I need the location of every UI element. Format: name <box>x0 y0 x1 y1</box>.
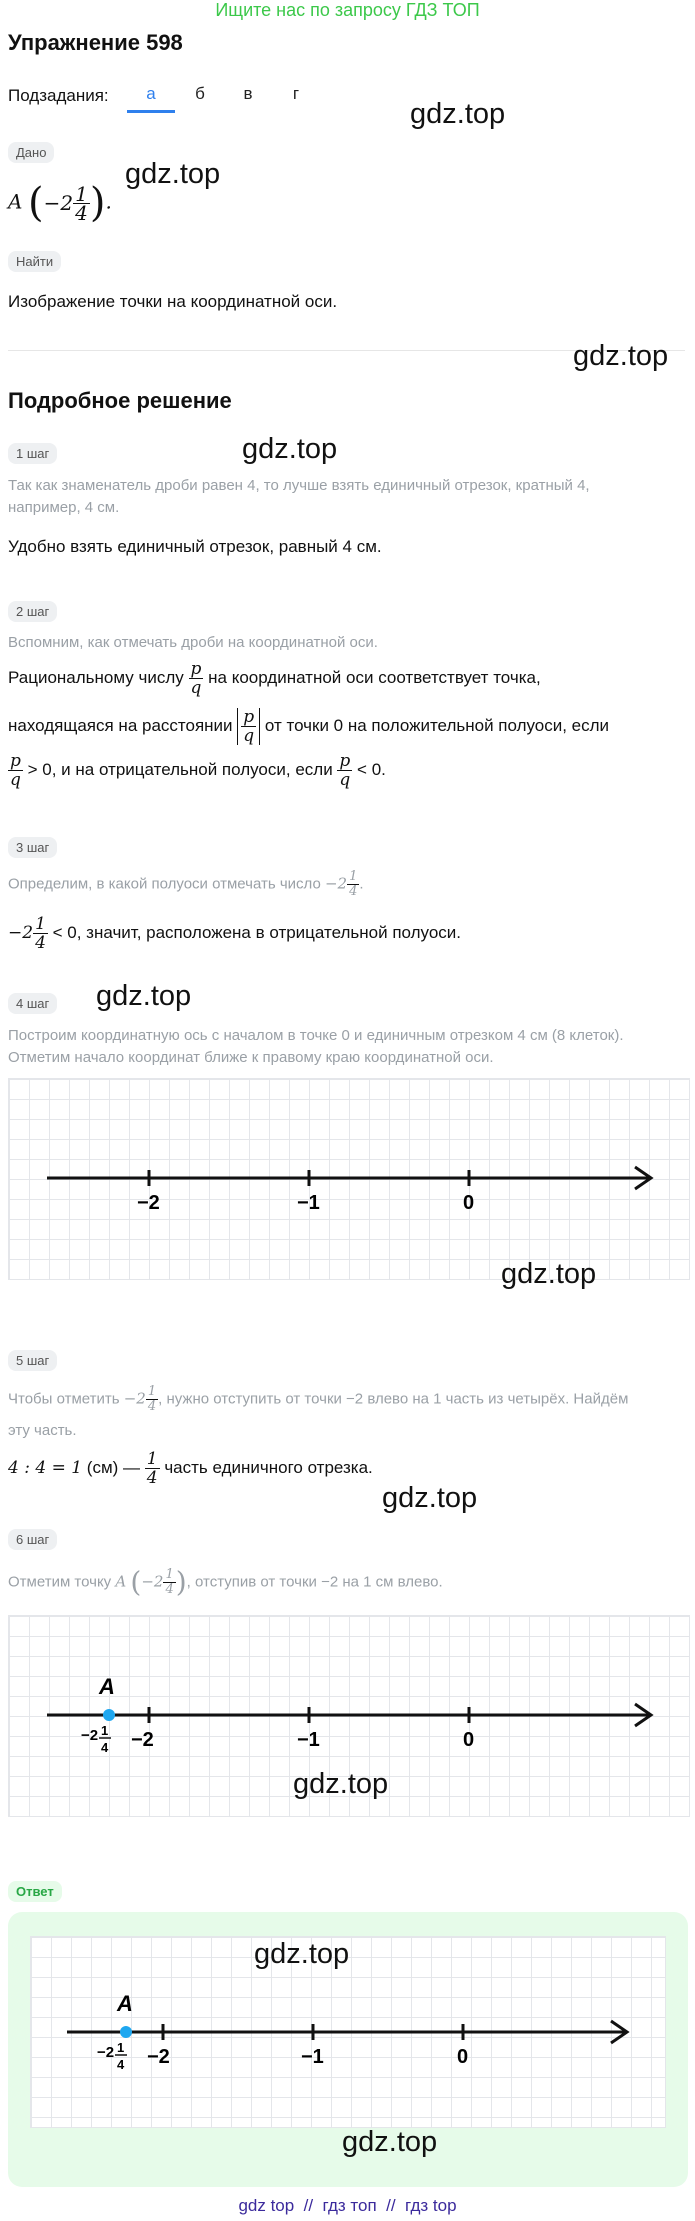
step2-line2: находящаяся на расстоянии $\frac{p}{q}$ от точки 0 на положительной полуоси, если <box>8 707 610 746</box>
watermark: gdz.top <box>293 1768 389 1800</box>
step5-main: 4 : 4 = 1 (см) — $\frac{1}{4}$ часть единичного отрезка. <box>8 1449 373 1488</box>
point-a-label: A <box>117 1991 133 2016</box>
step4-grey-2: Отметим начало координат ближе к правому краю координатной оси. <box>8 1049 494 1066</box>
step6-pill: 6 шаг <box>8 1529 57 1550</box>
watermark: gdz.top <box>254 1938 350 1970</box>
tab-b[interactable]: б <box>195 84 205 103</box>
given-whole: −2 <box>43 191 74 215</box>
mixed-num: 1 <box>117 2040 125 2055</box>
step3-pill: 3 шаг <box>8 837 57 858</box>
tab-a[interactable]: а <box>146 84 156 103</box>
watermark: gdz.top <box>96 980 192 1012</box>
tick-label-minus2: −2 <box>147 2046 170 2068</box>
step2-line3: $\frac{p}{q}$ > 0, и на отрицательной полуоси, если $\frac{p}{q}$ < 0. <box>10 751 386 790</box>
tick-label-zero: 0 <box>457 2046 469 2068</box>
given-expression: A (−2 $\frac{1}{4}$ ). <box>8 180 112 226</box>
step5-pill: 5 шаг <box>8 1350 57 1371</box>
step1-pill: 1 шаг <box>8 443 57 464</box>
step2-pill: 2 шаг <box>8 601 57 622</box>
paren-open: ( <box>28 180 44 226</box>
watermark: gdz.top <box>573 340 669 372</box>
watermark: gdz.top <box>125 158 221 190</box>
mixed-whole: −2 <box>81 1727 99 1744</box>
top-banner[interactable]: Ищите нас по запросу ГДЗ ТОП <box>215 0 480 20</box>
mixed-whole: −2 <box>97 2044 115 2061</box>
point-letter: A <box>8 189 23 214</box>
tab-v[interactable]: в <box>243 84 253 103</box>
tick-label-zero: 0 <box>463 1729 475 1751</box>
watermark: gdz.top <box>410 98 506 130</box>
fraction-p-q: $\frac{p}{q}$ <box>339 751 351 790</box>
tick-label-minus1: −1 <box>301 2046 324 2068</box>
step6-grey: Отметим точку A (−2 $\frac{1}{4}$ ), отступив от точки −2 на 1 см влево. <box>8 1565 443 1599</box>
find-pill: Найти <box>8 251 61 272</box>
step1-grey-1: Так как знаменатель дроби равен 4, то лучше взять единичный отрезок, кратный 4, <box>8 477 590 494</box>
tick-label-minus1: −1 <box>297 1729 320 1751</box>
step1-grey-2: например, 4 см. <box>8 499 120 516</box>
step3-main: −2 $\frac{1}{4}$ < 0, значит, расположена в отрицательной полуоси. <box>8 914 461 953</box>
tab-g[interactable]: г <box>292 84 300 103</box>
tick-label-minus2: −2 <box>131 1729 154 1751</box>
answer-pill: Ответ <box>8 1881 62 1902</box>
fraction-p-q: $\frac{p}{q}$ <box>10 751 21 790</box>
watermark: gdz.top <box>382 1482 478 1514</box>
mixed-num: 1 <box>101 1723 109 1738</box>
fraction-p-q: $\frac{p}{q}$ <box>190 659 202 698</box>
tick-label-minus1: −1 <box>297 1192 320 1214</box>
tab-a-underline <box>127 110 175 113</box>
subtasks-label: Подзадания: <box>8 86 109 105</box>
mixed-den: 4 <box>101 1740 109 1755</box>
mixed-den: 4 <box>117 2057 125 2072</box>
watermark: gdz.top <box>501 1258 597 1290</box>
step4-pill: 4 шаг <box>8 993 57 1014</box>
paren-close: ) <box>89 180 106 226</box>
watermark: gdz.top <box>342 2126 438 2158</box>
given-pill: Дано <box>8 142 54 163</box>
watermark: gdz.top <box>242 433 338 465</box>
point-a-label: A <box>99 1674 115 1699</box>
given-fraction: $\frac{1}{4}$ <box>75 181 88 225</box>
find-text: Изображение точки на координатной оси. <box>8 292 338 311</box>
footer-links[interactable]: gdz top // гдз топ // гдз top <box>238 2196 457 2215</box>
step4-grey-1: Построим координатную ось с началом в точке 0 и единичным отрезком 4 см (8 клеток). <box>8 1027 624 1044</box>
coordinate-grid-1 <box>8 1078 690 1280</box>
tick-label-minus2: −2 <box>137 1192 160 1214</box>
step2-grey: Вспомним, как отмечать дроби на координатной оси. <box>8 634 378 651</box>
step5-grey-2: эту часть. <box>8 1422 77 1439</box>
axis-svg-1 <box>9 1079 689 1279</box>
step1-main: Удобно взять единичный отрезок, равный 4 см. <box>8 537 382 556</box>
page-title: Упражнение 598 <box>8 30 183 55</box>
solution-title: Подробное решение <box>8 388 232 413</box>
point-a <box>103 1709 115 1721</box>
tick-label-zero: 0 <box>463 1192 475 1214</box>
abs-fraction: $\frac{p}{q}$ <box>237 708 260 745</box>
step2-line1: Рациональному числу $\frac{p}{q}$ на координатной оси соответствует точка, <box>8 659 541 698</box>
point-a <box>120 2026 132 2038</box>
step5-grey-1: Чтобы отметить −2 $\frac{1}{4}$ , нужно отступить от точки −2 влево на 1 часть из четырёх. Найдём <box>8 1384 629 1414</box>
step3-grey: Определим, в какой полуоси отмечать число −2 $\frac{1}{4}$ . <box>8 869 364 899</box>
